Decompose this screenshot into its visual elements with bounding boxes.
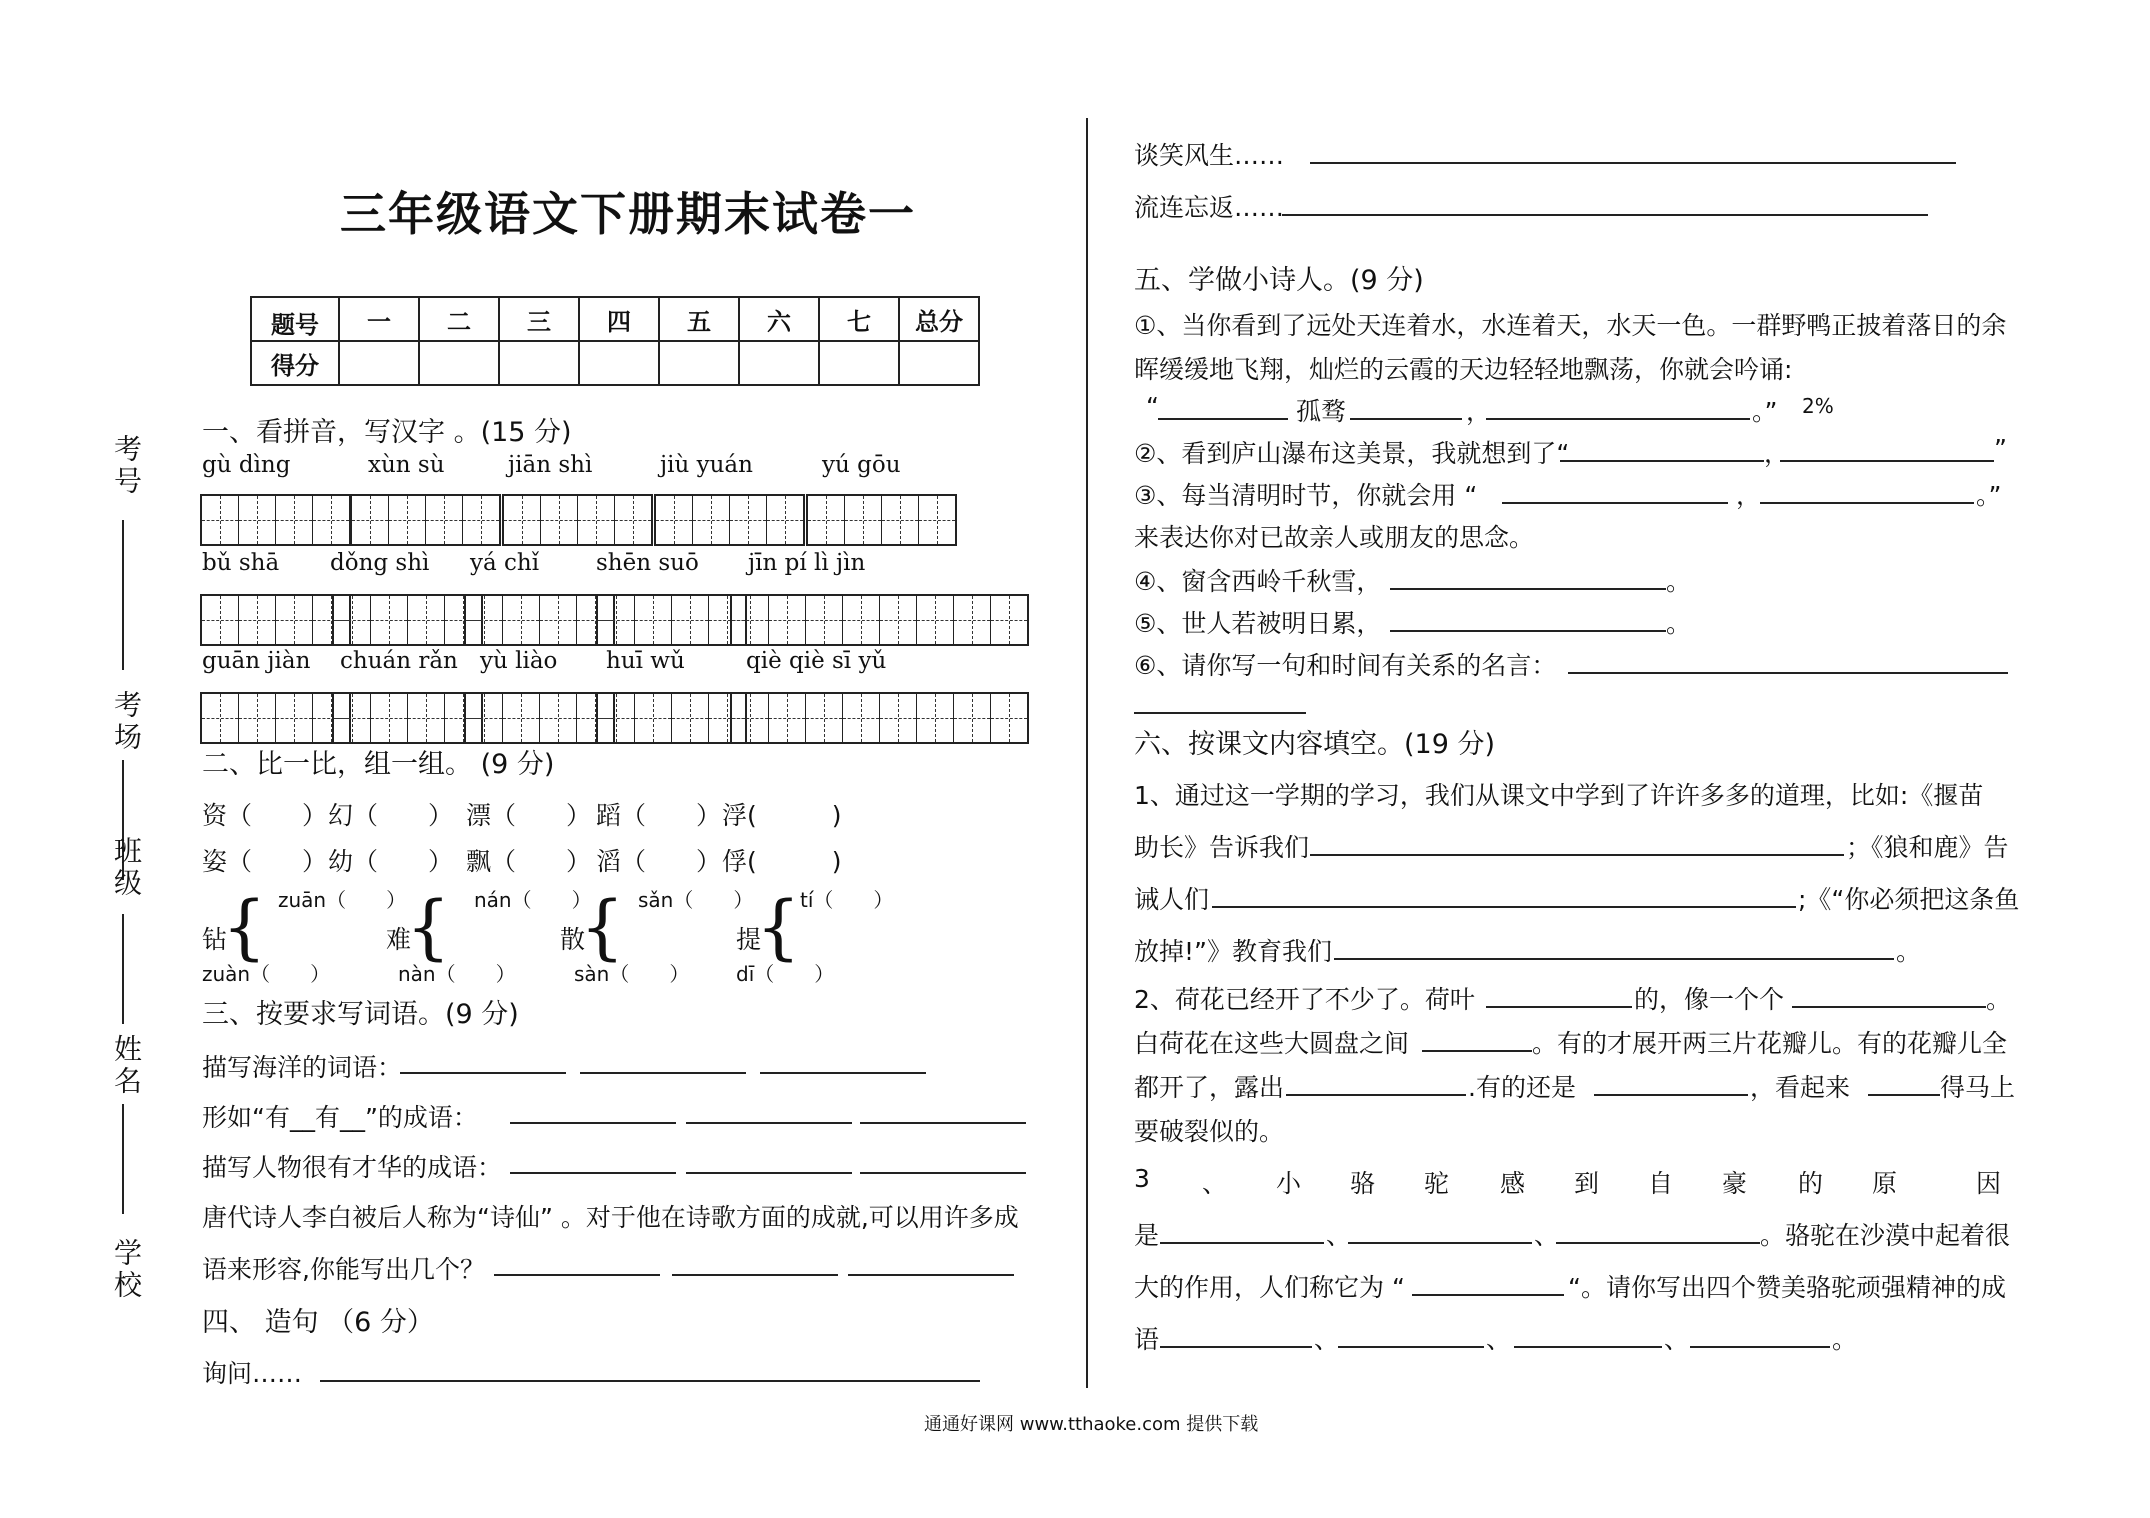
side-label-kaohao: 考号 <box>110 434 143 498</box>
compare-item[interactable]: 俘( ) <box>722 847 842 876</box>
quote-close: 。” <box>1752 397 1778 426</box>
answer-line[interactable] <box>1760 502 1974 504</box>
answer-line[interactable] <box>1390 588 1666 590</box>
char-grid[interactable] <box>596 594 747 646</box>
answer-line[interactable] <box>1690 1346 1830 1348</box>
text-paragraph: 1、通过这一学期的学习，我们从课文中学到了许许多多的道理，比如:《揠苗 <box>1134 781 1984 810</box>
poem-question: ①、当你看到了远处天连着水，水连着天，水天一色。一群野鸭正披着落日的余 <box>1134 311 2007 340</box>
answer-line[interactable] <box>1486 1006 1632 1008</box>
answer-line[interactable] <box>1160 1346 1312 1348</box>
text-fragment: 驼 <box>1424 1169 1450 1198</box>
talent-idiom-label: 描写人物很有才华的成语： <box>202 1153 503 1182</box>
score-cell[interactable] <box>419 341 499 385</box>
side-rule-1[interactable] <box>122 520 124 670</box>
text-fragment: 白荷花在这些大圆盘之间 <box>1134 1029 1410 1058</box>
answer-line[interactable] <box>510 1172 676 1174</box>
score-row1-label: 题号 <box>251 297 339 341</box>
answer-line[interactable] <box>1334 958 1894 960</box>
text-fragment: 。有的才展开两三片花瓣儿。有的花瓣儿全 <box>1532 1029 2008 1058</box>
text-fragment: 是 <box>1134 1221 1160 1250</box>
quote-close: 。” <box>1976 481 2002 510</box>
answer-line[interactable] <box>1514 1346 1662 1348</box>
text-fragment: 诫人们 <box>1134 885 1210 914</box>
score-row2-label: 得分 <box>251 341 339 385</box>
text-fragment: 感 <box>1500 1169 1526 1198</box>
text-fragment: 语 <box>1134 1325 1160 1354</box>
answer-line[interactable] <box>1502 502 1728 504</box>
char-grid[interactable] <box>464 692 615 744</box>
score-cell[interactable] <box>339 341 419 385</box>
score-cell[interactable] <box>819 341 899 385</box>
answer-line[interactable] <box>320 1380 980 1382</box>
period: 。 <box>1832 1325 1858 1354</box>
answer-line[interactable] <box>860 1172 1026 1174</box>
poem-question-cont: 来表达你对已故亲人或朋友的思念。 <box>1134 523 1535 552</box>
side-label-xuexiao: 学校 <box>110 1238 143 1302</box>
compare-item[interactable]: 蹈（ ） <box>596 801 722 830</box>
poly-bottom[interactable]: nàn（ ） <box>398 962 516 986</box>
answer-line[interactable] <box>1412 1294 1564 1296</box>
period: 。 <box>1986 985 2012 1014</box>
period: 。 <box>1666 609 1692 638</box>
side-label-banji: 班级 <box>110 836 143 900</box>
pinyin: chuán rǎn <box>340 648 458 674</box>
answer-line[interactable] <box>686 1122 852 1124</box>
text-fragment: 放掉!”》教育我们 <box>1134 937 1332 966</box>
pinyin: qiè qiè sī yǔ <box>746 648 887 674</box>
text-fragment: 大的作用，人们称它为 “ <box>1134 1273 1405 1302</box>
compare-item[interactable]: 姿（ ） <box>202 847 328 876</box>
answer-line[interactable] <box>848 1274 1014 1276</box>
score-cell[interactable] <box>659 341 739 385</box>
sentence-prompt: 流连忘返…… <box>1134 193 1285 222</box>
answer-line[interactable] <box>1568 672 2008 674</box>
page-divider <box>1086 118 1088 1388</box>
compare-item[interactable]: 资（ ） <box>202 801 328 830</box>
text-fragment: ；《狼和鹿》告 <box>1846 833 2009 862</box>
answer-line[interactable] <box>1212 906 1796 908</box>
comma: ， <box>1764 439 1790 468</box>
char-grid[interactable] <box>806 494 957 546</box>
score-col-1: 一 <box>339 297 419 341</box>
separator: 、 <box>1664 1325 1690 1354</box>
poem-question: ③、每当清明时节，你就会用 “ <box>1134 481 1478 510</box>
score-col-3: 三 <box>499 297 579 341</box>
section1-heading: 一、看拼音，写汉字 。(15 分) <box>202 417 572 448</box>
char-grid[interactable] <box>730 692 1029 744</box>
poem-question: ⑥、请你写一句和时间有关系的名言： <box>1134 651 1557 680</box>
brace-icon: { <box>756 886 801 968</box>
exam-title: 三年级语文下册期末试卷一 <box>340 187 916 241</box>
text-fragment: 要破裂似的。 <box>1134 1117 1285 1146</box>
answer-line[interactable] <box>1310 854 1844 856</box>
separator: 、 <box>1534 1221 1560 1250</box>
answer-line[interactable] <box>494 1274 660 1276</box>
side-label-xingming: 姓名 <box>110 1034 143 1098</box>
answer-line[interactable] <box>1780 460 1994 462</box>
poly-char: 难 <box>386 925 412 954</box>
poem-question: ⑤、世人若被明日累， <box>1134 609 1382 638</box>
separator: 、 <box>1486 1325 1512 1354</box>
answer-line[interactable] <box>760 1072 926 1074</box>
answer-line[interactable] <box>1560 460 1764 462</box>
answer-line[interactable] <box>1422 1050 1532 1052</box>
poly-bottom[interactable]: sàn（ ） <box>574 962 690 986</box>
pinyin: yù liào <box>480 648 558 674</box>
score-cell[interactable] <box>899 341 979 385</box>
answer-line[interactable] <box>860 1122 1026 1124</box>
answer-line[interactable] <box>1310 162 1956 164</box>
score-col-7: 七 <box>819 297 899 341</box>
char-grid[interactable] <box>200 594 351 646</box>
poly-top[interactable]: nán（ ） <box>474 888 592 912</box>
text-fragment: 豪 <box>1722 1169 1748 1198</box>
answer-line[interactable] <box>686 1172 852 1174</box>
compare-item[interactable]: 漂（ ） <box>466 801 592 830</box>
compare-item[interactable]: 飘（ ） <box>466 847 592 876</box>
pinyin: jiān shì <box>508 452 593 478</box>
brace-icon: { <box>222 886 267 968</box>
side-rule-3[interactable] <box>122 914 124 1024</box>
text-fragment: “。请你写出四个赞美骆驼顽强精神的成 <box>1568 1273 2006 1302</box>
compare-item[interactable]: 幼（ ） <box>328 847 454 876</box>
libai-question: 唐代诗人李白被后人称为“诗仙” 。对于他在诗歌方面的成就,可以用许多成 <box>202 1203 1019 1232</box>
side-rule-4[interactable] <box>122 1104 124 1214</box>
poly-bottom[interactable]: dī（ ） <box>736 962 835 986</box>
quote-close: ” <box>1994 434 2007 463</box>
score-col-2: 二 <box>419 297 499 341</box>
score-col-4: 四 <box>579 297 659 341</box>
pinyin: jīn pí lì jìn <box>748 550 866 576</box>
answer-line[interactable] <box>1868 1094 1940 1096</box>
text-fragment: 得马上 <box>1940 1073 2016 1102</box>
text-fragment: 。骆驼在沙漠中起着很 <box>1760 1221 2011 1250</box>
char-grid[interactable] <box>730 594 1029 646</box>
poem-question: ②、看到庐山瀑布这美景，我就想到了“ <box>1134 439 1570 468</box>
score-col-6: 六 <box>739 297 819 341</box>
compare-item[interactable]: 浮( ) <box>722 801 842 830</box>
text-fragment: .有的还是 <box>1468 1073 1576 1102</box>
text-fragment: 的，像一个个 <box>1634 985 1785 1014</box>
char-grid[interactable] <box>332 692 483 744</box>
char-grid[interactable] <box>502 494 653 546</box>
score-cell[interactable] <box>739 341 819 385</box>
text-fragment: ;《“你必须把这条鱼 <box>1798 885 2020 914</box>
char-grid[interactable] <box>596 692 747 744</box>
answer-line[interactable] <box>1486 418 1750 420</box>
score-col-5: 五 <box>659 297 739 341</box>
answer-line[interactable] <box>1338 1346 1484 1348</box>
pinyin: yá chǐ <box>470 550 540 576</box>
char-grid[interactable] <box>350 494 501 546</box>
margin-note: 2% <box>1802 394 1834 418</box>
text-fragment: 助长》告诉我们 <box>1134 833 1310 862</box>
pinyin: yú gōu <box>822 452 901 478</box>
answer-line[interactable] <box>1556 1242 1760 1244</box>
youyou-idiom-label: 形如“有__有__”的成语： <box>202 1103 478 1132</box>
text-fragment: ，看起来 <box>1750 1073 1851 1102</box>
answer-line[interactable] <box>1160 1242 1324 1244</box>
text-fragment: 3 <box>1134 1164 1150 1193</box>
answer-line[interactable] <box>1348 1242 1532 1244</box>
poem-question-cont: 晖缓缓地飞翔，灿烂的云霞的天边轻轻地飘荡，你就会吟诵: <box>1134 355 1793 384</box>
poly-char: 提 <box>736 925 762 954</box>
char-grid[interactable] <box>200 494 351 546</box>
text-fragment: 骆 <box>1350 1169 1376 1198</box>
pinyin: bǔ shā <box>202 550 280 576</box>
text-fragment: 都开了，露出 <box>1134 1073 1285 1102</box>
score-cell[interactable] <box>579 341 659 385</box>
poly-top[interactable]: zuān（ ） <box>278 888 407 912</box>
brace-icon: { <box>580 886 625 968</box>
section4-heading: 四、 造句 （6 分） <box>202 1307 434 1338</box>
side-label-kaochang: 考场 <box>110 690 143 754</box>
section3-heading: 三、按要求写词语。(9 分) <box>202 999 519 1030</box>
poly-bottom[interactable]: zuàn（ ） <box>202 962 331 986</box>
pinyin: shēn suō <box>596 550 699 576</box>
sentence-prompt: 询问…… <box>202 1359 303 1388</box>
char-grid[interactable] <box>654 494 805 546</box>
libai-question-cont: 语来形容,你能写出几个？ <box>202 1255 485 1284</box>
separator: 、 <box>1314 1325 1340 1354</box>
answer-line[interactable] <box>1350 418 1462 420</box>
text-fragment: 2、荷花已经开了不少了。荷叶 <box>1134 985 1475 1014</box>
answer-line[interactable] <box>510 1122 676 1124</box>
section2-heading: 二、比一比，组一组。 (9 分) <box>202 749 555 780</box>
char-grid[interactable] <box>200 692 351 744</box>
period: 。 <box>1896 937 1922 966</box>
answer-line[interactable] <box>1792 1006 1986 1008</box>
poly-char: 钻 <box>202 925 228 954</box>
char-grid[interactable] <box>464 594 615 646</box>
answer-line[interactable] <box>1286 1094 1466 1096</box>
score-col-total: 总分 <box>899 297 979 341</box>
text-fragment: 小 <box>1276 1169 1302 1198</box>
compare-item[interactable]: 幻（ ） <box>328 801 454 830</box>
poly-char: 散 <box>560 925 586 954</box>
compare-item[interactable]: 滔（ ） <box>596 847 722 876</box>
answer-line[interactable] <box>1594 1094 1748 1096</box>
section6-heading: 六、按课文内容填空。(19 分) <box>1134 729 1496 760</box>
separator: 、 <box>1326 1221 1352 1250</box>
answer-line[interactable] <box>1158 418 1288 420</box>
text-fragment: 的 <box>1798 1169 1824 1198</box>
answer-line[interactable] <box>400 1072 566 1074</box>
score-table <box>250 296 980 386</box>
brace-icon: { <box>406 886 451 968</box>
comma: ， <box>1466 397 1492 426</box>
pinyin: guān jiàn <box>202 648 311 674</box>
comma: ， <box>1736 481 1762 510</box>
quote-open: “ <box>1146 392 1159 421</box>
section5-heading: 五、学做小诗人。(9 分) <box>1134 265 1424 296</box>
answer-line[interactable] <box>672 1274 838 1276</box>
sentence-prompt: 谈笑风生…… <box>1134 141 1285 170</box>
score-cell[interactable] <box>499 341 579 385</box>
pinyin: huī wǔ <box>606 648 685 674</box>
pinyin: xùn sù <box>368 452 445 478</box>
period: 。 <box>1666 567 1692 596</box>
poem-question: ④、窗含西岭千秋雪， <box>1134 567 1382 596</box>
ocean-words-label: 描写海洋的词语： <box>202 1053 403 1082</box>
answer-line[interactable] <box>1134 712 1306 714</box>
text-fragment: 、 <box>1202 1169 1228 1198</box>
text-fragment: 自 <box>1648 1169 1674 1198</box>
char-grid[interactable] <box>332 594 483 646</box>
poly-top[interactable]: sǎn（ ） <box>638 888 754 912</box>
pinyin: dǒng shì <box>330 550 430 576</box>
answer-line[interactable] <box>1390 630 1666 632</box>
pinyin: jiù yuán <box>660 452 753 478</box>
text-fragment: 到 <box>1574 1169 1600 1198</box>
poly-top[interactable]: tí（ ） <box>800 888 894 912</box>
text-fragment: 原 <box>1872 1169 1898 1198</box>
answer-line[interactable] <box>1282 214 1928 216</box>
text-fragment: 因 <box>1976 1169 2002 1198</box>
poem-fragment: 孤骛 <box>1296 397 1347 426</box>
answer-line[interactable] <box>580 1072 746 1074</box>
footer-credit[interactable]: 通通好课网 www.tthaoke.com 提供下载 <box>924 1414 1259 1435</box>
pinyin: gù dìng <box>202 452 291 478</box>
